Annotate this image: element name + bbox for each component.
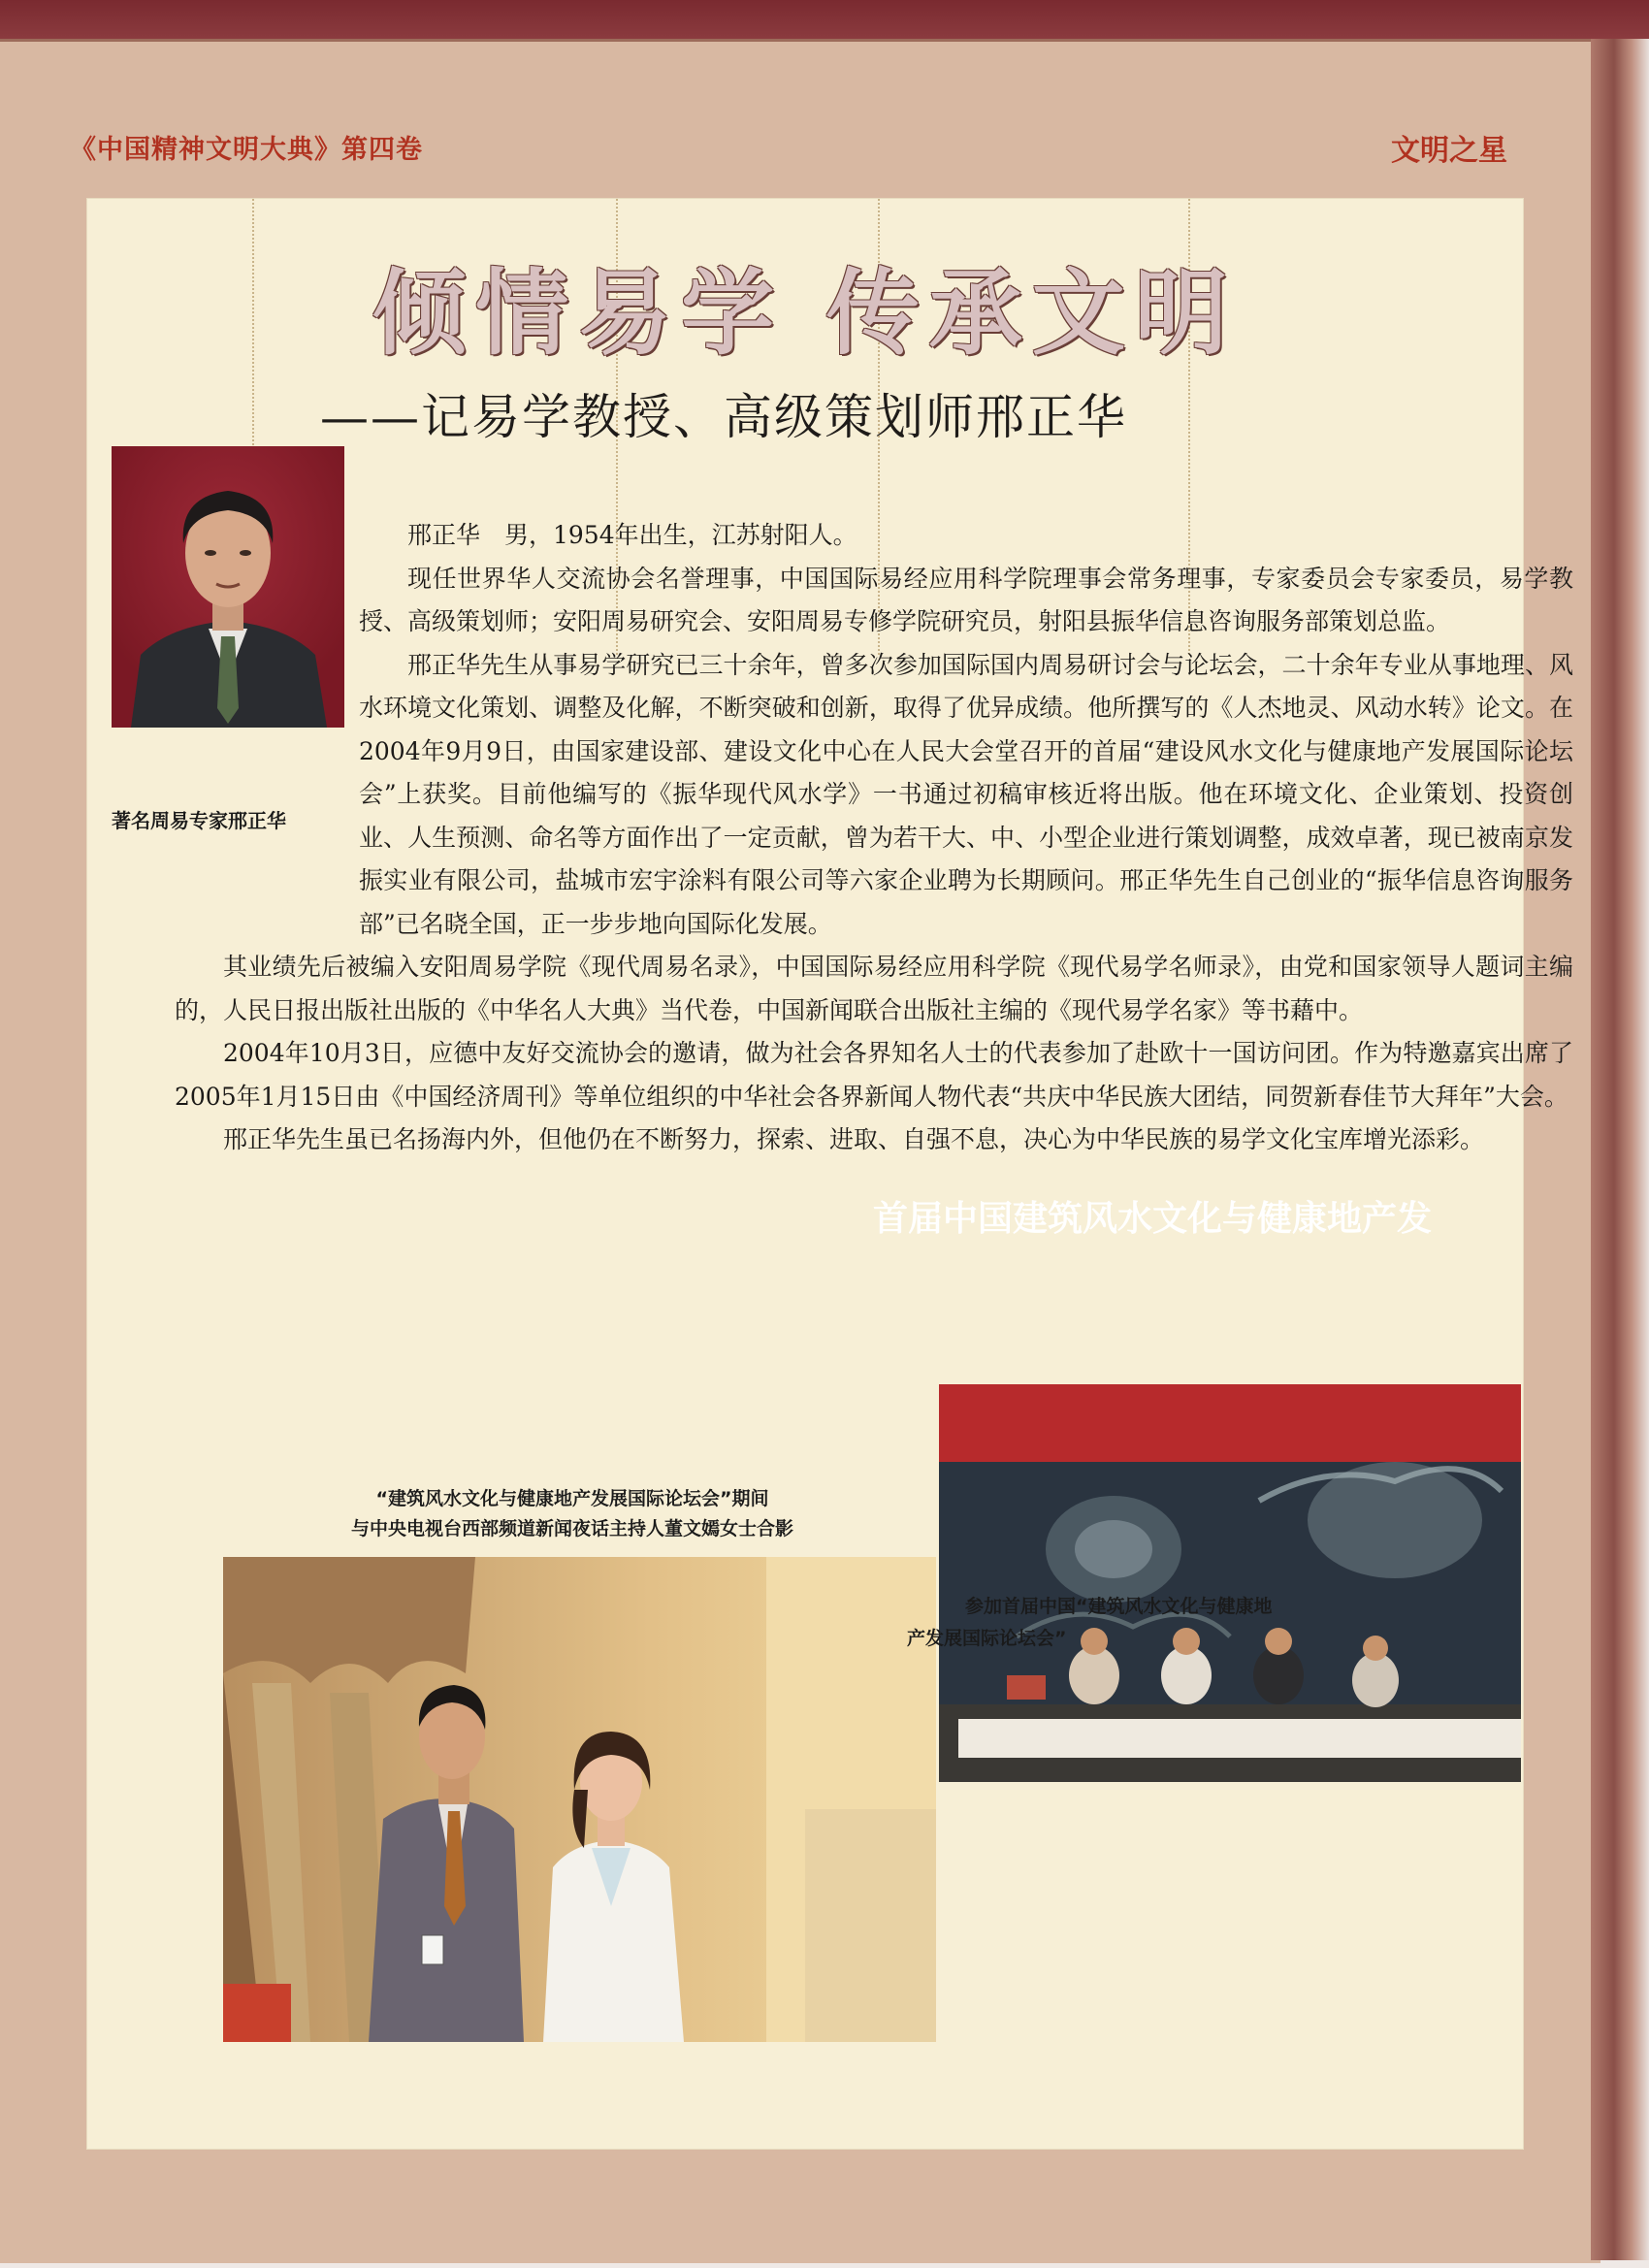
portrait-photo: [112, 446, 344, 728]
book-title: 《中国精神文明大典》第四卷: [70, 135, 423, 165]
paragraph: 2004年10月3日，应德中友好交流协会的邀请，做为社会各界知名人士的代表参加了赴欧十一国访问团。作为特邀嘉宾出席了2005年1月15日由《中国经济周刊》等单位组织的中华社会各界新闻人物代表“共庆中华民族大团结，同贺新春佳节大拜年”大会。: [175, 1039, 1573, 1111]
paragraph: 其业绩先后被编入安阳周易学院《现代周易名录》，中国国际易经应用科学院《现代易学名师录》，由党和国家领导人题词主编的，人民日报出版社出版的《中华名人大典》当代卷，中国新闻联合出版社主编的《现代易学名家》等书藉中。: [175, 953, 1573, 1024]
article-title: 倾情易学 传承文明: [372, 258, 1238, 368]
caption-line: 参加首届中国“建筑风水文化与健康地: [965, 1596, 1273, 1617]
right-photo-caption: [907, 1591, 1411, 1655]
paragraph: 邢正华 男，1954年出生，江苏射阳人。: [407, 521, 857, 549]
article-subtitle: ——记易学教授、高级策划师邢正华: [320, 389, 1127, 445]
left-photo-caption: [233, 1484, 912, 1544]
caption-line: 产发展国际论坛会”: [907, 1628, 1067, 1649]
photo-with-host: [223, 1557, 936, 2042]
caption-line: “建筑风水文化与健康地产发展国际论坛会”期间: [375, 1488, 769, 1509]
article-panel: [87, 199, 1573, 2149]
section-label: 文明之星: [1391, 134, 1507, 168]
page-spine: [1591, 39, 1649, 2260]
paragraph: 现任世界华人交流协会名誉理事，中国国际易经应用科学院理事会常务理事，专家委员会专家委员，易学教授、高级策划师；安阳周易研究会、安阳周易专修学院研究员，射阳县振华信息咨询服务部策划总监。: [359, 564, 1573, 635]
caption-line: 与中央电视台西部频道新闻夜话主持人董文嫣女士合影: [350, 1518, 793, 1539]
paragraph: 邢正华先生虽已名扬海内外，但他仍在不断努力，探索、进取、自强不息，决心为中华民族的易学文化宝库增光添彩。: [223, 1125, 1485, 1153]
forum-banner-text: 首届中国建筑风水文化与健康地产发: [873, 1199, 1433, 1239]
photo-forum-stage: [939, 1384, 1521, 1782]
portrait-caption: 著名周易专家邢正华: [112, 809, 286, 832]
paragraph: 邢正华先生从事易学研究已三十余年，曾多次参加国际国内周易研讨会与论坛会，二十余年专业从事地理、风水环境文化策划、调整及化解，不断突破和创新，取得了优异成绩。他所撰写的《人杰地灵、风动水转》论文。在2004年9月9日，由国家建设部、建设文化中心在人民大会堂召开的首届“建设风水文化与健康地产发展国际论坛会”上获奖。目前他编写的《振华现代风水学》一书通过初稿审核近将出版。他在环境文化、企业策划、投资创业、人生预测、命名等方面作出了一定贡献，曾为若干大、中、小型企业进行策划调整，成效卓著，现已被南京发振实业有限公司，盐城市宏宇涂料有限公司等六家企业聘为长期顾问。邢正华先生自己创业的“振华信息咨询服务部”已名晓全国，正一步步地向国际化发展。: [359, 650, 1573, 938]
